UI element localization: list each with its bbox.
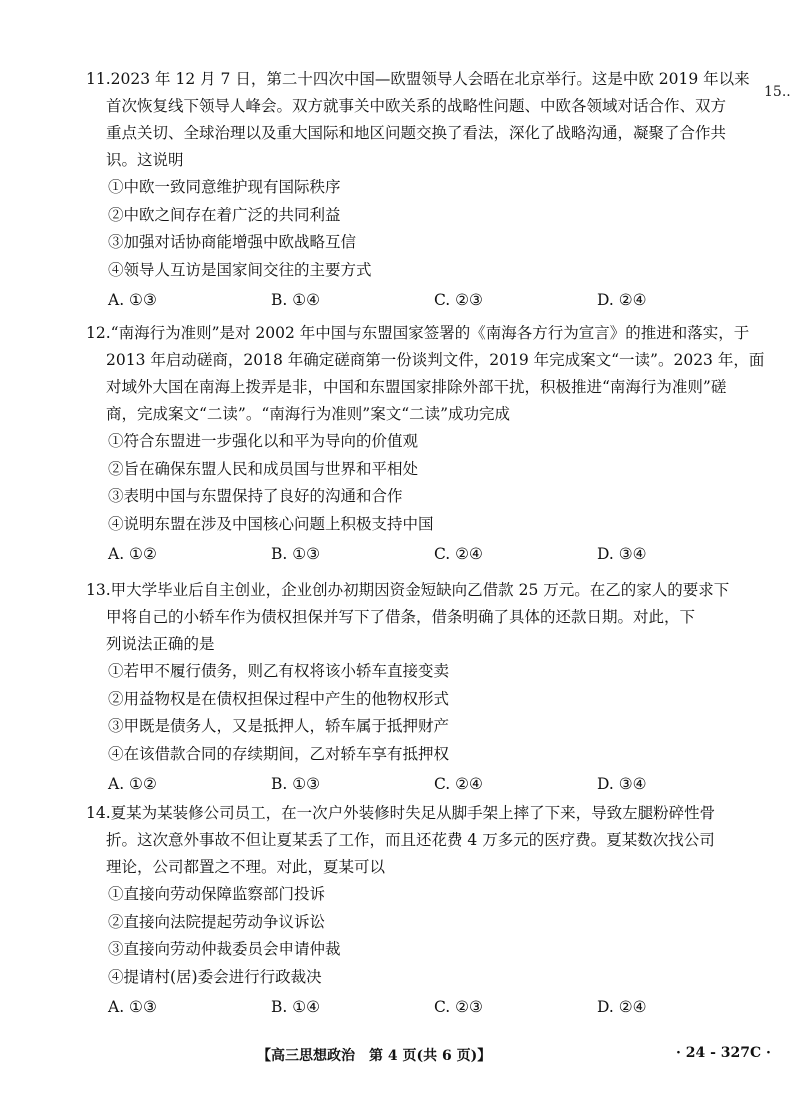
statement-3: ③表明中国与东盟保持了良好的沟通和合作 xyxy=(108,487,403,505)
choice-c: C. ②④ xyxy=(434,775,483,793)
choice-d: D. ②④ xyxy=(597,291,647,309)
choice-c: C. ②③ xyxy=(434,998,483,1016)
question-14 xyxy=(86,800,768,1022)
question-number: 14. xyxy=(86,804,111,822)
stem-line: 折。这次意外事故不但让夏某丢了工作，而且还花费 4 万多元的医疗费。夏某数次找公司 xyxy=(106,831,715,849)
stem-line: 甲大学毕业后自主创业，企业创办初期因资金短缺向乙借款 25 万元。在乙的家人的要求下 xyxy=(110,581,730,599)
statement-1: ①符合东盟进一步强化以和平为导向的价值观 xyxy=(108,432,419,450)
statement-1: ①若甲不履行债务，则乙有权将该小轿车直接变卖 xyxy=(108,662,450,680)
side-question-number: 15.. xyxy=(764,84,791,100)
question-number: 13. xyxy=(86,581,111,599)
question-stem xyxy=(86,320,768,428)
statement-4: ④领导人互访是国家间交往的主要方式 xyxy=(108,260,372,279)
statement-3: ③直接向劳动仲裁委员会申请仲裁 xyxy=(108,940,341,958)
stem-line: 2023 年 12 月 7 日，第二十四次中国—欧盟领导人会晤在北京举行。这是中欧 2019 年以来 xyxy=(110,70,750,88)
question-number: 12. xyxy=(86,324,111,342)
answer-choices xyxy=(86,769,768,799)
statement-1: ①直接向劳动保障监察部门投诉 xyxy=(108,885,326,903)
stem-line: 商，完成案文“二读”。“南海行为准则”案文“二读”成功完成 xyxy=(106,405,511,423)
statement-1: ①中欧一致同意维护现有国际秩序 xyxy=(108,178,341,196)
stem-line: 重点关切、全球治理以及重大国际和地区问题交换了看法，深化了战略沟通，凝聚了合作共 xyxy=(106,124,727,142)
statement-3: ③甲既是债务人，又是抵押人，轿车属于抵押财产 xyxy=(108,717,450,735)
answer-choices xyxy=(86,992,768,1022)
statement-2: ②用益物权是在债权担保过程中产生的他物权形式 xyxy=(108,689,450,708)
choice-b: B. ①④ xyxy=(271,998,321,1016)
footer-exam-code: · 24 - 327C · xyxy=(676,1045,771,1061)
statement-2: ②中欧之间存在着广泛的共同利益 xyxy=(108,205,341,224)
statement-4: ④提请村(居)委会进行行政裁决 xyxy=(108,967,322,986)
choice-c: C. ②③ xyxy=(434,291,483,309)
footer-page-info: 【高三思想政治 第 4 页(共 6 页)】 xyxy=(257,1048,492,1064)
stem-line: 理论，公司都置之不理。对此，夏某可以 xyxy=(106,858,386,876)
question-12 xyxy=(86,320,768,569)
statement-2: ②直接向法院提起劳动争议诉讼 xyxy=(108,912,326,931)
stem-line: 列说法正确的是 xyxy=(106,635,215,653)
choice-b: B. ①③ xyxy=(271,545,321,563)
choice-b: B. ①④ xyxy=(271,291,321,309)
stem-line: “南海行为准则”是对 2002 年中国与东盟国家签署的《南海各方行为宣言》的推进和落实，于 xyxy=(110,324,750,342)
choice-d: D. ③④ xyxy=(597,775,647,793)
statement-4: ④说明东盟在涉及中国核心问题上积极支持中国 xyxy=(108,514,434,533)
stem-line: 夏某为某装修公司员工，在一次户外装修时失足从脚手架上摔了下来，导致左腿粉碎性骨 xyxy=(110,804,716,822)
choice-a: A. ①③ xyxy=(108,998,157,1016)
statement-3: ③加强对话协商能增强中欧战略互信 xyxy=(108,233,357,251)
question-13 xyxy=(86,577,768,799)
choice-d: D. ②④ xyxy=(597,998,647,1016)
choice-a: A. ①② xyxy=(108,775,157,793)
question-number: 11. xyxy=(86,70,111,88)
question-11 xyxy=(86,66,768,315)
choice-a: A. ①② xyxy=(108,545,157,563)
stem-line: 识。这说明 xyxy=(106,151,184,169)
question-stem xyxy=(86,577,768,658)
choice-b: B. ①③ xyxy=(271,775,321,793)
statement-2: ②旨在确保东盟人民和成员国与世界和平相处 xyxy=(108,459,419,478)
statement-4: ④在该借款合同的存续期间，乙对轿车享有抵押权 xyxy=(108,744,450,763)
question-stem xyxy=(86,66,768,174)
choice-c: C. ②④ xyxy=(434,545,483,563)
answer-choices xyxy=(86,285,768,315)
stem-line: 2013 年启动磋商，2018 年确定磋商第一份谈判文件，2019 年完成案文“一读”。2023 年，面 xyxy=(106,351,765,369)
stem-line: 对域外大国在南海上拨弄是非，中国和东盟国家排除外部干扰，积极推进“南海行为准则”磋 xyxy=(106,378,727,396)
stem-line: 首次恢复线下领导人峰会。双方就事关中欧关系的战略性问题、中欧各领域对话合作、双方 xyxy=(106,97,727,115)
question-stem xyxy=(86,800,768,881)
answer-choices xyxy=(86,539,768,569)
choice-d: D. ③④ xyxy=(597,545,647,563)
stem-line: 甲将自己的小轿车作为债权担保并写下了借条，借条明确了具体的还款日期。对此，下 xyxy=(106,608,696,626)
choice-a: A. ①③ xyxy=(108,291,157,309)
